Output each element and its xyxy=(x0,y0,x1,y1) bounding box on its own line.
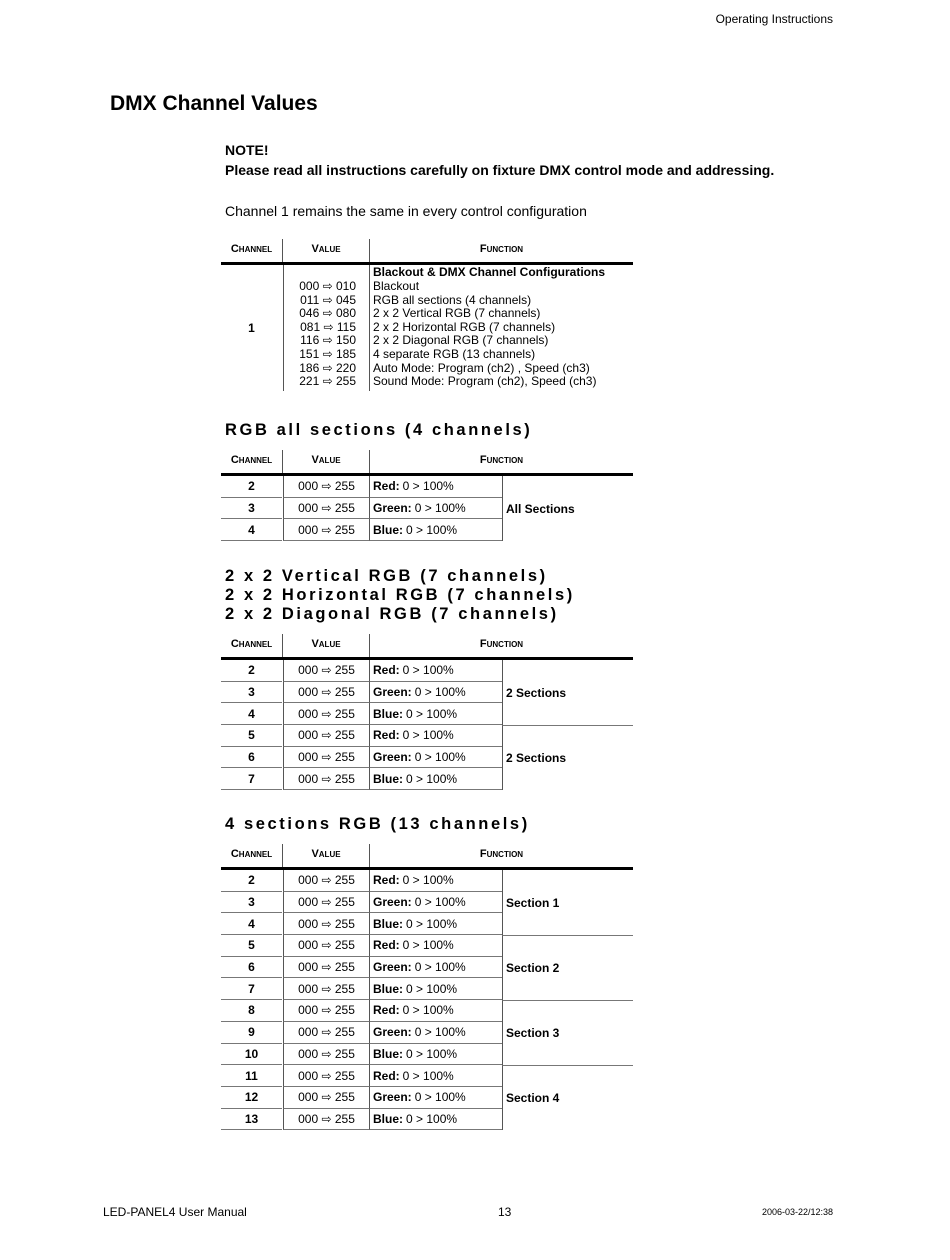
range-text: 0 > 100% xyxy=(414,960,466,975)
channel-number: 10 xyxy=(221,1044,282,1066)
table-header xyxy=(221,844,633,870)
value-range: 000 ⇨ 255 xyxy=(283,1000,369,1022)
channel-number: 5 xyxy=(221,935,282,957)
range-text: 0 > 100% xyxy=(414,1090,466,1105)
range-text: 0 > 100% xyxy=(402,873,454,888)
range-text: 0 > 100% xyxy=(406,706,458,721)
header-function: Function xyxy=(479,243,524,255)
value-range: 000 ⇨ 255 xyxy=(283,703,369,725)
color-label: Blue: xyxy=(373,916,403,931)
function-cell xyxy=(369,519,502,541)
section-group-label: 2 Sections xyxy=(502,660,633,725)
channel-number: 1 xyxy=(248,321,255,335)
range-text: 0 > 100% xyxy=(402,1068,454,1083)
value-range: 000 ⇨ 255 xyxy=(283,892,369,914)
page-number: 13 xyxy=(498,1205,512,1219)
value-range: 000 ⇨ 255 xyxy=(283,519,369,541)
function-description: 2 x 2 Vertical RGB (7 channels) xyxy=(373,306,541,321)
value-range: 151 ⇨ 185 xyxy=(299,346,356,361)
section-title-4-sections: 4 sections RGB (13 channels) xyxy=(225,815,530,833)
function-description: RGB all sections (4 channels) xyxy=(373,292,532,307)
function-description: 2 x 2 Horizontal RGB (7 channels) xyxy=(373,319,556,334)
channel1-table xyxy=(221,239,633,395)
range-text: 0 > 100% xyxy=(402,663,454,678)
color-label: Blue: xyxy=(373,1046,403,1061)
section-title-rgb-all: RGB all sections (4 channels) xyxy=(225,421,533,439)
function-cell xyxy=(369,768,502,790)
value-range: 000 ⇨ 255 xyxy=(283,1022,369,1044)
range-text: 0 > 100% xyxy=(406,771,458,786)
4-sections-table xyxy=(221,844,633,1130)
channel-number: 4 xyxy=(221,703,282,725)
function-cell xyxy=(369,1087,502,1109)
color-label: Green: xyxy=(373,685,412,700)
value-range: 000 ⇨ 255 xyxy=(283,1044,369,1066)
2x2-table xyxy=(221,634,633,790)
color-label: Red: xyxy=(373,938,400,953)
color-label: Red: xyxy=(373,1068,400,1083)
channel-number: 3 xyxy=(221,498,282,520)
section-group-label: Section 3 xyxy=(502,1000,633,1065)
value-range: 081 ⇨ 115 xyxy=(300,319,356,334)
function-cell xyxy=(369,498,502,520)
value-range: 000 ⇨ 255 xyxy=(283,682,369,704)
function-cell xyxy=(369,892,502,914)
section-title-2x2-diagonal: 2 x 2 Diagonal RGB (7 channels) xyxy=(225,605,559,623)
function-description: 4 separate RGB (13 channels) xyxy=(373,346,536,361)
function-cell xyxy=(369,1022,502,1044)
channel-number: 13 xyxy=(221,1109,282,1131)
value-range: 046 ⇨ 080 xyxy=(299,306,356,321)
function-cell xyxy=(369,978,502,1000)
channel-number: 5 xyxy=(221,725,282,747)
header-channel: Channel xyxy=(230,638,273,650)
function-cell xyxy=(369,1109,502,1131)
function-cell xyxy=(369,703,502,725)
range-text: 0 > 100% xyxy=(402,728,454,743)
function-cell xyxy=(369,1000,502,1022)
function-heading: Blackout & DMX Channel Configurations xyxy=(373,265,606,279)
function-cell xyxy=(369,725,502,747)
value-range: 000 ⇨ 255 xyxy=(283,957,369,979)
header-function: Function xyxy=(479,848,524,860)
table-header xyxy=(221,634,633,660)
header-value: Value xyxy=(311,243,341,255)
range-text: 0 > 100% xyxy=(402,479,454,494)
channel-number: 3 xyxy=(221,892,282,914)
range-text: 0 > 100% xyxy=(414,750,466,765)
running-header: Operating Instructions xyxy=(715,12,833,26)
header-function: Function xyxy=(479,638,524,650)
range-text: 0 > 100% xyxy=(406,916,458,931)
color-label: Green: xyxy=(373,1090,412,1105)
value-range: 000 ⇨ 255 xyxy=(283,978,369,1000)
value-range: 116 ⇨ 150 xyxy=(300,333,356,348)
note-text: Please read all instructions carefully on fixture DMX control mode and addressing. xyxy=(225,162,775,178)
header-channel: Channel xyxy=(230,243,273,255)
channel-number: 4 xyxy=(221,519,282,541)
intro-text: Channel 1 remains the same in every control configuration xyxy=(225,203,587,219)
section-group-label: All Sections xyxy=(502,476,633,541)
function-cell xyxy=(369,913,502,935)
color-label: Green: xyxy=(373,750,412,765)
channel-number: 8 xyxy=(221,1000,282,1022)
range-text: 0 > 100% xyxy=(402,938,454,953)
channel-number: 12 xyxy=(221,1087,282,1109)
color-label: Green: xyxy=(373,501,412,516)
function-cell xyxy=(369,957,502,979)
color-label: Green: xyxy=(373,895,412,910)
range-text: 0 > 100% xyxy=(414,1025,466,1040)
channel-number: 6 xyxy=(221,957,282,979)
value-range: 221 ⇨ 255 xyxy=(299,374,356,389)
value-range: 000 ⇨ 255 xyxy=(283,1065,369,1087)
channel-number: 2 xyxy=(221,870,282,892)
color-label: Blue: xyxy=(373,522,403,537)
header-value: Value xyxy=(311,454,341,466)
range-text: 0 > 100% xyxy=(414,685,466,700)
value-column xyxy=(283,265,370,391)
value-range: 011 ⇨ 045 xyxy=(300,292,356,307)
range-text: 0 > 100% xyxy=(406,522,458,537)
footer-date: 2006-03-22/12:38 xyxy=(761,1207,833,1217)
color-label: Blue: xyxy=(373,981,403,996)
note-label: NOTE! xyxy=(225,142,269,158)
range-text: 0 > 100% xyxy=(406,1046,458,1061)
function-cell xyxy=(369,476,502,498)
header-channel: Channel xyxy=(230,848,273,860)
function-description: Blackout xyxy=(373,279,420,293)
channel-number: 2 xyxy=(221,660,282,682)
section-group-label: 2 Sections xyxy=(502,725,633,790)
channel-number: 9 xyxy=(221,1022,282,1044)
color-label: Blue: xyxy=(373,1111,403,1126)
function-description: Sound Mode: Program (ch2), Speed (ch3) xyxy=(373,374,597,389)
table-header xyxy=(221,450,633,476)
channel-number: 7 xyxy=(221,978,282,1000)
color-label: Red: xyxy=(373,479,400,494)
color-label: Green: xyxy=(373,1025,412,1040)
value-range: 000 ⇨ 255 xyxy=(283,747,369,769)
color-label: Blue: xyxy=(373,771,403,786)
value-range: 000 ⇨ 255 xyxy=(283,1109,369,1131)
header-value: Value xyxy=(311,638,341,650)
function-cell xyxy=(369,660,502,682)
value-range: 000 ⇨ 255 xyxy=(283,935,369,957)
range-text: 0 > 100% xyxy=(414,895,466,910)
range-text: 0 > 100% xyxy=(406,981,458,996)
value-range: 000 ⇨ 255 xyxy=(283,476,369,498)
channel-number: 2 xyxy=(221,476,282,498)
range-text: 0 > 100% xyxy=(402,1003,454,1018)
header-value: Value xyxy=(311,848,341,860)
color-label: Red: xyxy=(373,1003,400,1018)
color-label: Red: xyxy=(373,873,400,888)
color-label: Blue: xyxy=(373,706,403,721)
value-range: 186 ⇨ 220 xyxy=(299,360,356,375)
range-text: 0 > 100% xyxy=(406,1111,458,1126)
color-label: Green: xyxy=(373,960,412,975)
value-range: 000 ⇨ 255 xyxy=(283,913,369,935)
value-range: 000 ⇨ 255 xyxy=(283,1087,369,1109)
function-cell xyxy=(369,935,502,957)
function-description: 2 x 2 Diagonal RGB (7 channels) xyxy=(373,333,549,348)
channel-number: 11 xyxy=(221,1065,282,1087)
function-cell xyxy=(369,1044,502,1066)
function-column xyxy=(369,265,637,391)
range-text: 0 > 100% xyxy=(414,501,466,516)
function-cell xyxy=(369,1065,502,1087)
color-label: Red: xyxy=(373,663,400,678)
table-header xyxy=(221,239,633,265)
function-cell xyxy=(369,870,502,892)
color-label: Red: xyxy=(373,728,400,743)
function-cell xyxy=(369,682,502,704)
header-function: Function xyxy=(479,454,524,466)
function-description: Auto Mode: Program (ch2) , Speed (ch3) xyxy=(373,360,590,375)
channel-number: 7 xyxy=(221,768,282,790)
value-range: 000 ⇨ 255 xyxy=(283,768,369,790)
value-range: 000 ⇨ 255 xyxy=(283,725,369,747)
section-group-label: Section 1 xyxy=(502,870,633,935)
header-channel: Channel xyxy=(230,454,273,466)
rgb-all-table xyxy=(221,450,633,541)
channel-number: 4 xyxy=(221,913,282,935)
footer-manual-name: LED-PANEL4 User Manual xyxy=(103,1205,247,1219)
section-group-label: Section 4 xyxy=(502,1065,633,1130)
channel-number: 6 xyxy=(221,747,282,769)
value-range: 000 ⇨ 255 xyxy=(283,660,369,682)
value-range: 000 ⇨ 010 xyxy=(299,279,356,293)
channel-number: 3 xyxy=(221,682,282,704)
value-range: 000 ⇨ 255 xyxy=(283,870,369,892)
function-cell xyxy=(369,747,502,769)
section-group-label: Section 2 xyxy=(502,935,633,1000)
value-range: 000 ⇨ 255 xyxy=(283,498,369,520)
page-title: DMX Channel Values xyxy=(110,92,318,115)
section-title-2x2-horizontal: 2 x 2 Horizontal RGB (7 channels) xyxy=(225,586,575,604)
section-title-2x2-vertical: 2 x 2 Vertical RGB (7 channels) xyxy=(225,567,548,585)
